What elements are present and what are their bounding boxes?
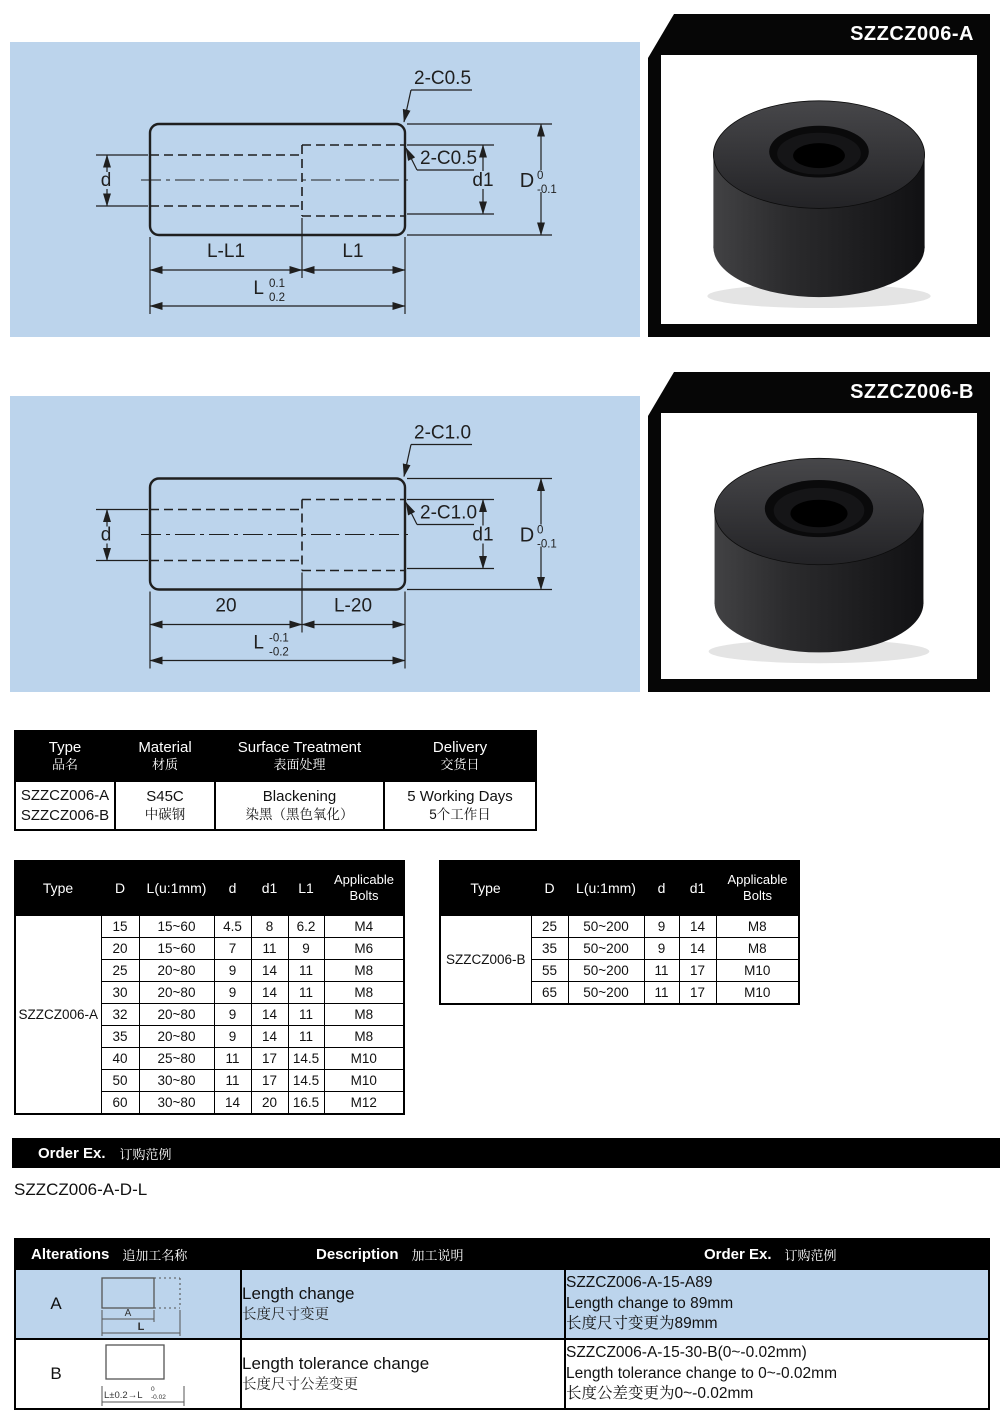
spec-cell: 30~80 [139, 1092, 214, 1115]
dim-l-label: L [137, 1321, 145, 1333]
table-row [15, 915, 404, 938]
spec-cell: 11 [644, 982, 679, 1005]
product-code-a: SZZCZ006-A [850, 23, 974, 45]
segment-left-label: 20 [215, 595, 237, 617]
spec-cell: 6.2 [288, 915, 324, 938]
alteration-a-order-example: SZZCZ006-A-15-A89 Length change to 89mm 长度尺寸变更为89mm [565, 1269, 989, 1339]
spec-cell: 17 [679, 960, 716, 982]
chamfer-inner-label: 2-C1.0 [420, 502, 478, 524]
spec-cell: 50 [101, 1070, 139, 1092]
spec-cell: 14 [679, 915, 716, 938]
col-header-d: d [214, 861, 251, 915]
spec-cell: 9 [214, 982, 251, 1004]
spec-cell: 14.5 [288, 1070, 324, 1092]
D-tolerance-upper: 0 [537, 524, 544, 537]
spec-cell: 20~80 [139, 1026, 214, 1048]
D-tolerance-lower: -0.1 [537, 184, 557, 196]
spec-cell: 14 [251, 960, 288, 982]
spec-b-header-row [440, 861, 799, 915]
d1-label: d1 [472, 524, 494, 546]
spec-cell: 9 [644, 915, 679, 938]
spec-cell: 14 [251, 1026, 288, 1048]
leader-line [404, 445, 411, 477]
spec-cell: 11 [644, 960, 679, 982]
spec-cell: 17 [679, 982, 716, 1005]
alteration-row-b [15, 1339, 989, 1409]
alteration-code: A [50, 1294, 62, 1313]
alteration-b-order-example: SZZCZ006-A-15-30-B(0~-0.02mm) Length tolerance change to 0~-0.02mm 长度公差变更为0~-0.02mm [565, 1339, 989, 1409]
spec-cell: 30~80 [139, 1070, 214, 1092]
spec-cell: 15~60 [139, 915, 214, 938]
spec-cell: M8 [324, 1026, 404, 1048]
photo-panel-a [648, 14, 990, 337]
type-merged-cell: SZZCZ006-A [15, 915, 101, 1114]
spec-cell: 15 [101, 915, 139, 938]
leader-line [406, 503, 417, 525]
alteration-row-a [15, 1269, 989, 1339]
d1-label: d1 [472, 170, 494, 191]
spec-cell: 9 [644, 938, 679, 960]
spec-cell: M4 [324, 915, 404, 938]
part-rect [102, 1278, 154, 1308]
spec-cell: 25 [531, 915, 568, 938]
spec-cell: 20~80 [139, 960, 214, 982]
through-hole [790, 500, 847, 528]
col-header-delivery: Delivery 交货日 [384, 731, 536, 781]
col-header-type: Type [440, 861, 531, 915]
spec-cell: 65 [531, 982, 568, 1005]
photo-panel-b [648, 372, 990, 692]
L-tolerance-upper: -0.1 [269, 632, 289, 645]
col-header-d1: d1 [251, 861, 288, 915]
col-header-bolts: Applicable Bolts [324, 861, 404, 915]
tolerance-formula-base: L±0.2→L [104, 1390, 143, 1401]
spec-cell: 11 [288, 1026, 324, 1048]
spec-cell: 20 [101, 938, 139, 960]
cell-type: SZZCZ006-A SZZCZ006-B [15, 781, 115, 830]
spec-cell: 9 [214, 1004, 251, 1026]
spec-cell: 9 [214, 1026, 251, 1048]
photo-frame-b [661, 413, 977, 679]
cell-material: S45C 中碳钢 [115, 781, 215, 830]
cell-delivery: 5 Working Days 5个工作日 [384, 781, 536, 830]
alteration-code: B [50, 1364, 62, 1383]
alteration-b-description: Length tolerance change 长度尺寸公差变更 [241, 1339, 565, 1409]
info-header-row [15, 731, 536, 781]
leader-line [406, 148, 417, 170]
tolerance-change-diagram [96, 1340, 196, 1408]
technical-drawing-b [10, 396, 640, 692]
type-merged-cell: SZZCZ006-B [440, 915, 531, 1004]
spec-cell: M12 [324, 1092, 404, 1115]
spec-cell: M10 [324, 1070, 404, 1092]
D-tolerance-upper: 0 [537, 170, 544, 182]
L-tolerance-lower: 0.2 [269, 292, 285, 304]
alteration-a-description: Length change 长度尺寸变更 [241, 1269, 565, 1339]
spec-cell: 4.5 [214, 915, 251, 938]
bushing-bottom [715, 554, 924, 653]
part-rect [106, 1345, 164, 1379]
leader-line [404, 90, 411, 122]
spec-cell: 11 [288, 1004, 324, 1026]
col-header-description: Description 加工说明 [241, 1239, 565, 1269]
spec-cell: 32 [101, 1004, 139, 1026]
drawing-panel-a [10, 42, 640, 337]
spec-table-a [14, 860, 405, 1115]
product-photo-a [661, 55, 977, 324]
info-data-row [15, 781, 536, 830]
spec-cell: 50~200 [568, 982, 644, 1005]
spec-cell: 20 [251, 1092, 288, 1115]
spec-cell: 25 [101, 960, 139, 982]
segment-right-label: L-20 [333, 595, 373, 617]
order-example-bar [12, 1138, 1000, 1168]
col-header-L1: L1 [288, 861, 324, 915]
spec-cell: 16.5 [288, 1092, 324, 1115]
D-label: D [519, 170, 535, 192]
spec-cell: 50~200 [568, 915, 644, 938]
spec-cell: 11 [288, 960, 324, 982]
L-label: L [253, 278, 264, 299]
spec-cell: 9 [288, 938, 324, 960]
spec-cell: 14 [679, 938, 716, 960]
spec-cell: 40 [101, 1048, 139, 1070]
spec-cell: 17 [251, 1070, 288, 1092]
spec-cell: 14.5 [288, 1048, 324, 1070]
dim-a-label: A [124, 1308, 132, 1319]
d-label: d [100, 524, 112, 546]
segment-right-label: L1 [342, 241, 364, 262]
spec-cell: 55 [531, 960, 568, 982]
spec-cell: 20~80 [139, 1004, 214, 1026]
L-tolerance-upper: 0.1 [269, 278, 285, 290]
spec-cell: M10 [324, 1048, 404, 1070]
spec-cell: 14 [251, 1004, 288, 1026]
alteration-b-code-cell [15, 1339, 241, 1409]
spec-cell: 17 [251, 1048, 288, 1070]
spec-cell: M8 [324, 1004, 404, 1026]
alteration-a-code-cell [15, 1269, 241, 1339]
alterations-table [14, 1238, 990, 1410]
spec-cell: 14 [214, 1092, 251, 1115]
spec-cell: M8 [324, 982, 404, 1004]
spec-cell: 35 [531, 938, 568, 960]
chamfer-outer-label: 2-C0.5 [414, 68, 472, 89]
spec-cell: 50~200 [568, 938, 644, 960]
col-header-d: d [644, 861, 679, 915]
drawing-panel-b [10, 396, 640, 692]
order-example-code: SZZCZ006-A-D-L [14, 1180, 148, 1199]
col-header-L: L(u:1mm) [139, 861, 214, 915]
chamfer-outer-label: 2-C1.0 [414, 422, 472, 444]
spec-cell: 8 [251, 915, 288, 938]
alterations-header-row [15, 1239, 989, 1269]
spec-cell: 11 [288, 982, 324, 1004]
order-bar-title-en: Order Ex. [38, 1144, 106, 1162]
col-header-order-ex: Order Ex. 订购范例 [565, 1239, 989, 1269]
d-label: d [100, 170, 112, 191]
L-label: L [253, 632, 264, 654]
col-header-bolts: Applicable Bolts [716, 861, 799, 915]
spec-cell: 25~80 [139, 1048, 214, 1070]
col-header-L: L(u:1mm) [568, 861, 644, 915]
tolerance-formula-lower: -0.02 [151, 1394, 166, 1401]
product-code-b: SZZCZ006-B [850, 381, 974, 403]
material-info-table [14, 730, 537, 831]
col-header-D: D [101, 861, 139, 915]
spec-cell: 60 [101, 1092, 139, 1115]
cell-surface: Blackening 染黑（黑色氧化） [215, 781, 384, 830]
spec-cell: M10 [716, 960, 799, 982]
D-label: D [519, 524, 535, 547]
spec-cell: 11 [251, 938, 288, 960]
segment-left-label: L-L1 [206, 241, 246, 262]
bushing-bottom [713, 197, 924, 297]
table-row [440, 915, 799, 938]
technical-drawing-a [10, 42, 640, 337]
product-photo-b [661, 413, 977, 679]
spec-table-b [439, 860, 800, 1005]
tolerance-formula-upper: 0 [151, 1386, 155, 1393]
spec-cell: 50~200 [568, 960, 644, 982]
spec-cell: 20~80 [139, 982, 214, 1004]
spec-cell: 11 [214, 1048, 251, 1070]
spec-cell: M8 [324, 960, 404, 982]
through-hole [793, 143, 845, 168]
chamfer-inner-label: 2-C0.5 [420, 148, 478, 169]
L-tolerance-lower: -0.2 [269, 646, 289, 659]
photo-frame-a [661, 55, 977, 324]
col-header-alterations: Alterations 追加工名称 [15, 1239, 241, 1269]
spec-a-header-row [15, 861, 404, 915]
order-bar-title-cn: 订购范例 [119, 1146, 172, 1162]
spec-cell: M6 [324, 938, 404, 960]
col-header-type: Type [15, 861, 101, 915]
spec-cell: 7 [214, 938, 251, 960]
spec-cell: 14 [251, 982, 288, 1004]
col-header-surface: Surface Treatment 表面处理 [215, 731, 384, 781]
spec-cell: M8 [716, 938, 799, 960]
col-header-type: Type 品名 [15, 731, 115, 781]
spec-cell: 15~60 [139, 938, 214, 960]
spec-cell: M10 [716, 982, 799, 1005]
spec-cell: 11 [214, 1070, 251, 1092]
col-header-D: D [531, 861, 568, 915]
spec-cell: 9 [214, 960, 251, 982]
col-header-d1: d1 [679, 861, 716, 915]
spec-cell: M8 [716, 915, 799, 938]
D-tolerance-lower: -0.1 [537, 538, 557, 551]
spec-cell: 35 [101, 1026, 139, 1048]
col-header-material: Material 材质 [115, 731, 215, 781]
spec-cell: 30 [101, 982, 139, 1004]
length-change-diagram [96, 1270, 196, 1338]
